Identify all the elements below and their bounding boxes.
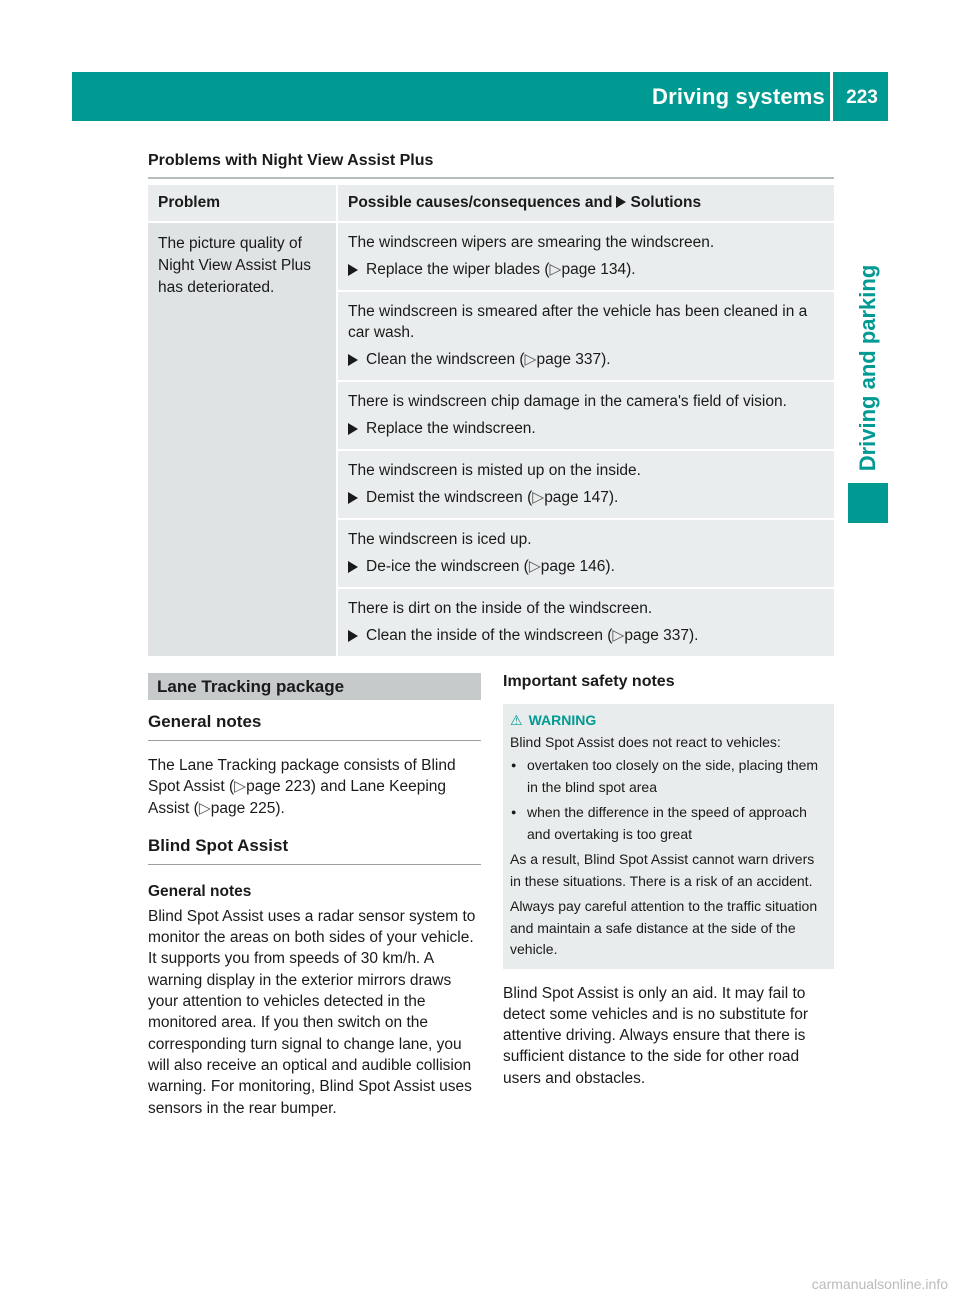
column-header-solutions-pre: Possible causes/consequences and [348, 194, 613, 211]
warning-intro: Blind Spot Assist does not react to vehicles: [510, 733, 781, 750]
solution-cell [338, 292, 834, 382]
warning-header [510, 710, 826, 732]
cause-text: The windscreen is iced up. [348, 531, 532, 548]
page-ref[interactable]: page 337 [536, 351, 602, 368]
warning-result: As a result, Blind Spot Assist cannot warn drivers in these situations. There is a risk of an accident. [510, 851, 815, 889]
column-header-solutions-post: Solutions [630, 194, 702, 211]
solution-cell [338, 451, 834, 520]
column-header-solutions [338, 185, 834, 223]
action-step [348, 625, 826, 646]
left-column [148, 673, 481, 1119]
arrow-icon [348, 354, 358, 366]
arrow-icon [348, 264, 358, 276]
problems-table [148, 185, 834, 656]
warning-box [503, 704, 834, 969]
warning-title: WARNING [528, 712, 597, 728]
solution-cell [338, 382, 834, 451]
warning-list [510, 755, 826, 845]
page-ref[interactable]: page 146 [540, 558, 606, 575]
page-ref[interactable]: page 223 [246, 778, 311, 796]
solution-cell [338, 589, 834, 656]
page-ref-icon: ▷ [612, 627, 625, 644]
lane-tracking-band: Lane Tracking package [148, 673, 481, 700]
page-ref-icon: ▷ [528, 558, 541, 575]
bsa-general-notes-heading: General notes [148, 882, 252, 900]
watermark: carmanualsonline.info [811, 1276, 948, 1292]
action-text: Demist the windscreen ( [366, 489, 533, 506]
action-close: ). [608, 489, 619, 506]
cause-text: There is dirt on the inside of the windscreen. [348, 600, 653, 617]
action-text: De-ice the windscreen ( [366, 558, 529, 575]
general-notes-mid: ) and Lane Keeping Assist ( [148, 778, 447, 817]
solution-cell [338, 520, 834, 589]
cause-text: The windscreen is misted up on the inside. [348, 462, 641, 479]
page-ref[interactable]: page 134 [561, 261, 627, 278]
action-step [348, 259, 826, 280]
page-ref-icon: ▷ [198, 799, 211, 817]
arrow-icon [348, 561, 358, 573]
action-text: Clean the windscreen ( [366, 351, 525, 368]
table-section-title: Problems with Night View Assist Plus [148, 152, 434, 169]
table-top-rule [148, 177, 834, 179]
column-header-problem: Problem [148, 185, 338, 223]
cause-text: The windscreen is smeared after the vehicle has been cleaned in a car wash. [348, 303, 808, 341]
side-tab-marker [848, 483, 888, 523]
page-ref[interactable]: page 337 [624, 627, 689, 644]
warning-triangle-icon: ⚠ [510, 712, 523, 728]
right-column [503, 673, 834, 1089]
page-ref-icon: ▷ [234, 778, 247, 796]
safety-notes-heading: Important safety notes [503, 673, 675, 690]
action-text: Replace the wiper blades ( [366, 261, 550, 278]
action-text: Replace the windscreen. [366, 420, 536, 437]
problem-cell: The picture quality of Night View Assist Plus has deteriorated. [148, 223, 338, 656]
page-ref-icon: ▷ [549, 261, 562, 278]
table-header-row [148, 185, 834, 223]
action-close: ). [689, 627, 699, 644]
action-close: ). [626, 261, 636, 278]
arrow-icon [348, 492, 358, 504]
action-close: ). [601, 351, 611, 368]
page-ref-icon: ▷ [532, 489, 545, 506]
chapter-title: Driving systems [652, 84, 825, 109]
cause-text: There is windscreen chip damage in the camera's field of vision. [348, 393, 787, 410]
side-tab-label: Driving and parking [855, 264, 880, 472]
action-step [348, 556, 826, 577]
general-notes-pre: The Lane Tracking package consists of Blind Spot Assist ( [148, 757, 456, 796]
general-notes-text [148, 755, 481, 819]
arrow-icon [616, 196, 626, 208]
action-step [348, 418, 826, 439]
blind-spot-assist-heading: Blind Spot Assist [148, 836, 481, 865]
solution-cell [338, 223, 834, 292]
page-ref-icon: ▷ [524, 351, 537, 368]
arrow-icon [348, 423, 358, 435]
arrow-icon [348, 630, 358, 642]
table-row [148, 223, 834, 292]
action-close: ). [605, 558, 615, 575]
page-number: 223 [846, 87, 878, 108]
action-step [348, 487, 826, 508]
list-item: ● overtaken too closely on the side, placing them in the blind spot area [510, 755, 826, 798]
action-step [348, 349, 826, 370]
warning-advice: Always pay careful attention to the traffic situation and maintain a safe distance at the side of the vehicle. [510, 898, 818, 957]
general-notes-heading: General notes [148, 712, 481, 741]
action-text: Clean the inside of the windscreen ( [366, 627, 613, 644]
list-item: ● when the difference in the speed of approach and overtaking is too great [510, 802, 826, 845]
cause-text: The windscreen wipers are smearing the windscreen. [348, 234, 715, 251]
header-divider [830, 72, 833, 121]
bsa-general-notes-text: Blind Spot Assist uses a radar sensor system to monitor the areas on both sides of your vehicle. It supports you from speeds of 30 km/h. A warning display in the exterior mirrors draws your attention to vehicles detected in the monitored area. If you then switch on the corresponding turn signal to change lane, you will also receive an optical and audible collision warning. For monitoring, Blind Spot Assist uses sensors in the rear bumper. [148, 907, 476, 1117]
safety-body-text: Blind Spot Assist is only an aid. It may fail to detect some vehicles and is no substitute for attentive driving. Always ensure that there is sufficient distance to the side for other road users and obstacles. [503, 984, 808, 1087]
page-ref[interactable]: page 147 [544, 489, 609, 506]
general-notes-post: ). [275, 799, 285, 817]
page-ref[interactable]: page 225 [210, 799, 276, 817]
